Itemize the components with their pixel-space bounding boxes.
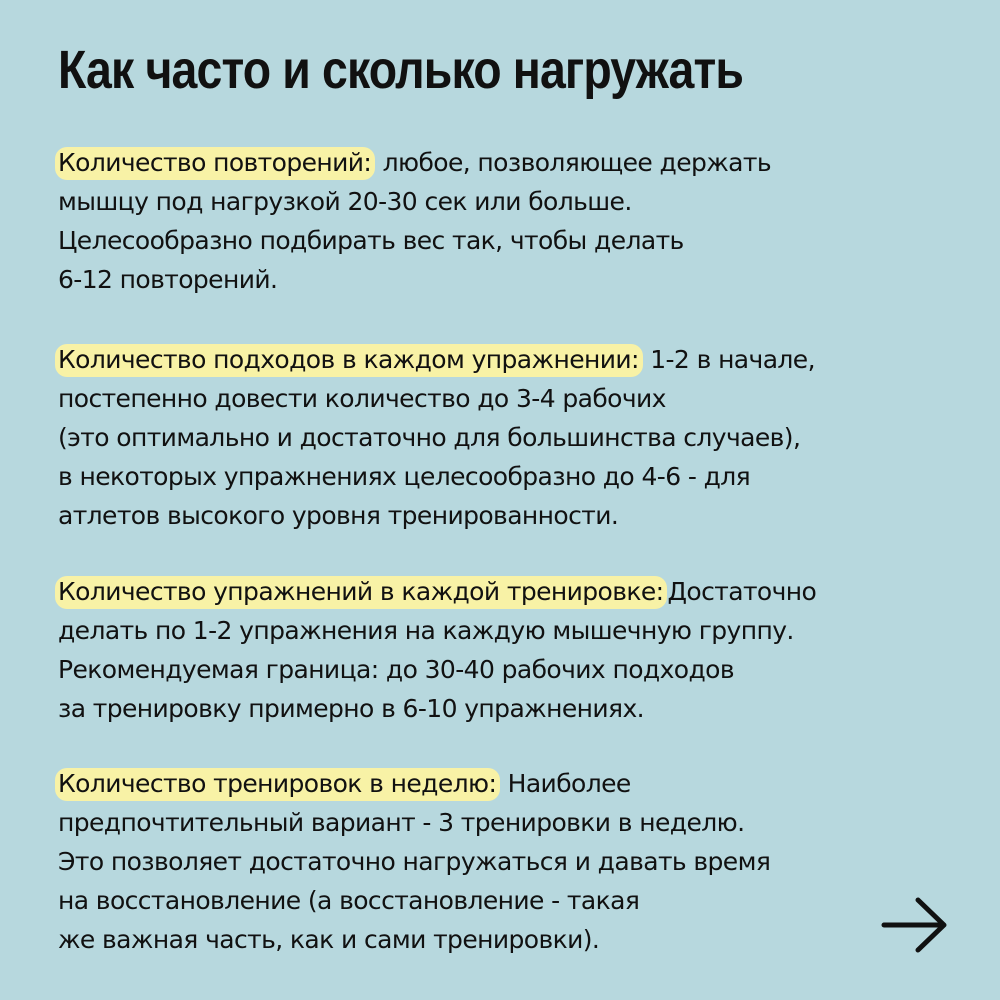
section-line: Целесообразно подбирать вес так, чтобы делать xyxy=(58,226,684,255)
highlight-label: Количество упражнений в каждой тренировке: xyxy=(55,576,667,609)
section-line: Рекомендуемая граница: до 30-40 рабочих подходов xyxy=(58,655,734,684)
section-line: постепенно довести количество до 3-4 рабочих xyxy=(58,384,666,413)
section-line: делать по 1-2 упражнения на каждую мышечную группу. xyxy=(58,616,794,645)
section-line: в некоторых упражнениях целесообразно до 4-6 - для xyxy=(58,462,751,491)
section-line: мышцу под нагрузкой 20-30 сек или больше. xyxy=(58,187,632,216)
section-line: атлетов высокого уровня тренированности. xyxy=(58,501,619,530)
section-line: за тренировку примерно в 6-10 упражнениях. xyxy=(58,694,644,723)
section-text: Наиболее xyxy=(507,769,631,798)
section-line: Это позволяет достаточно нагружаться и давать время xyxy=(58,847,771,876)
highlight-label: Количество повторений: xyxy=(55,147,375,180)
highlight-label: Количество подходов в каждом упражнении: xyxy=(55,344,643,377)
section-sets xyxy=(58,340,958,535)
section-line: (это оптимально и достаточно для большинства случаев), xyxy=(58,423,801,452)
section-text: любое, позволяющее держать xyxy=(382,148,771,177)
section-text: Достаточно xyxy=(667,577,817,606)
highlight-label: Количество тренировок в неделю: xyxy=(55,768,500,801)
section-line: 6-12 повторений. xyxy=(58,265,278,294)
section-first-line xyxy=(58,340,958,379)
page-title: Как часто и сколько нагружать xyxy=(58,40,744,100)
section-line: предпочтительный вариант - 3 тренировки в неделю. xyxy=(58,808,745,837)
section-first-line xyxy=(58,764,958,803)
section-first-line xyxy=(58,143,958,182)
section-line: на восстановление (а восстановление - такая xyxy=(58,886,640,915)
section-text: 1-2 в начале, xyxy=(650,345,815,374)
arrow-right-icon[interactable] xyxy=(881,896,949,954)
section-repetitions xyxy=(58,143,958,299)
section-exercises xyxy=(58,572,958,728)
section-first-line xyxy=(58,572,958,611)
section-workouts-per-week xyxy=(58,764,958,959)
section-line: же важная часть, как и сами тренировки). xyxy=(58,925,600,954)
